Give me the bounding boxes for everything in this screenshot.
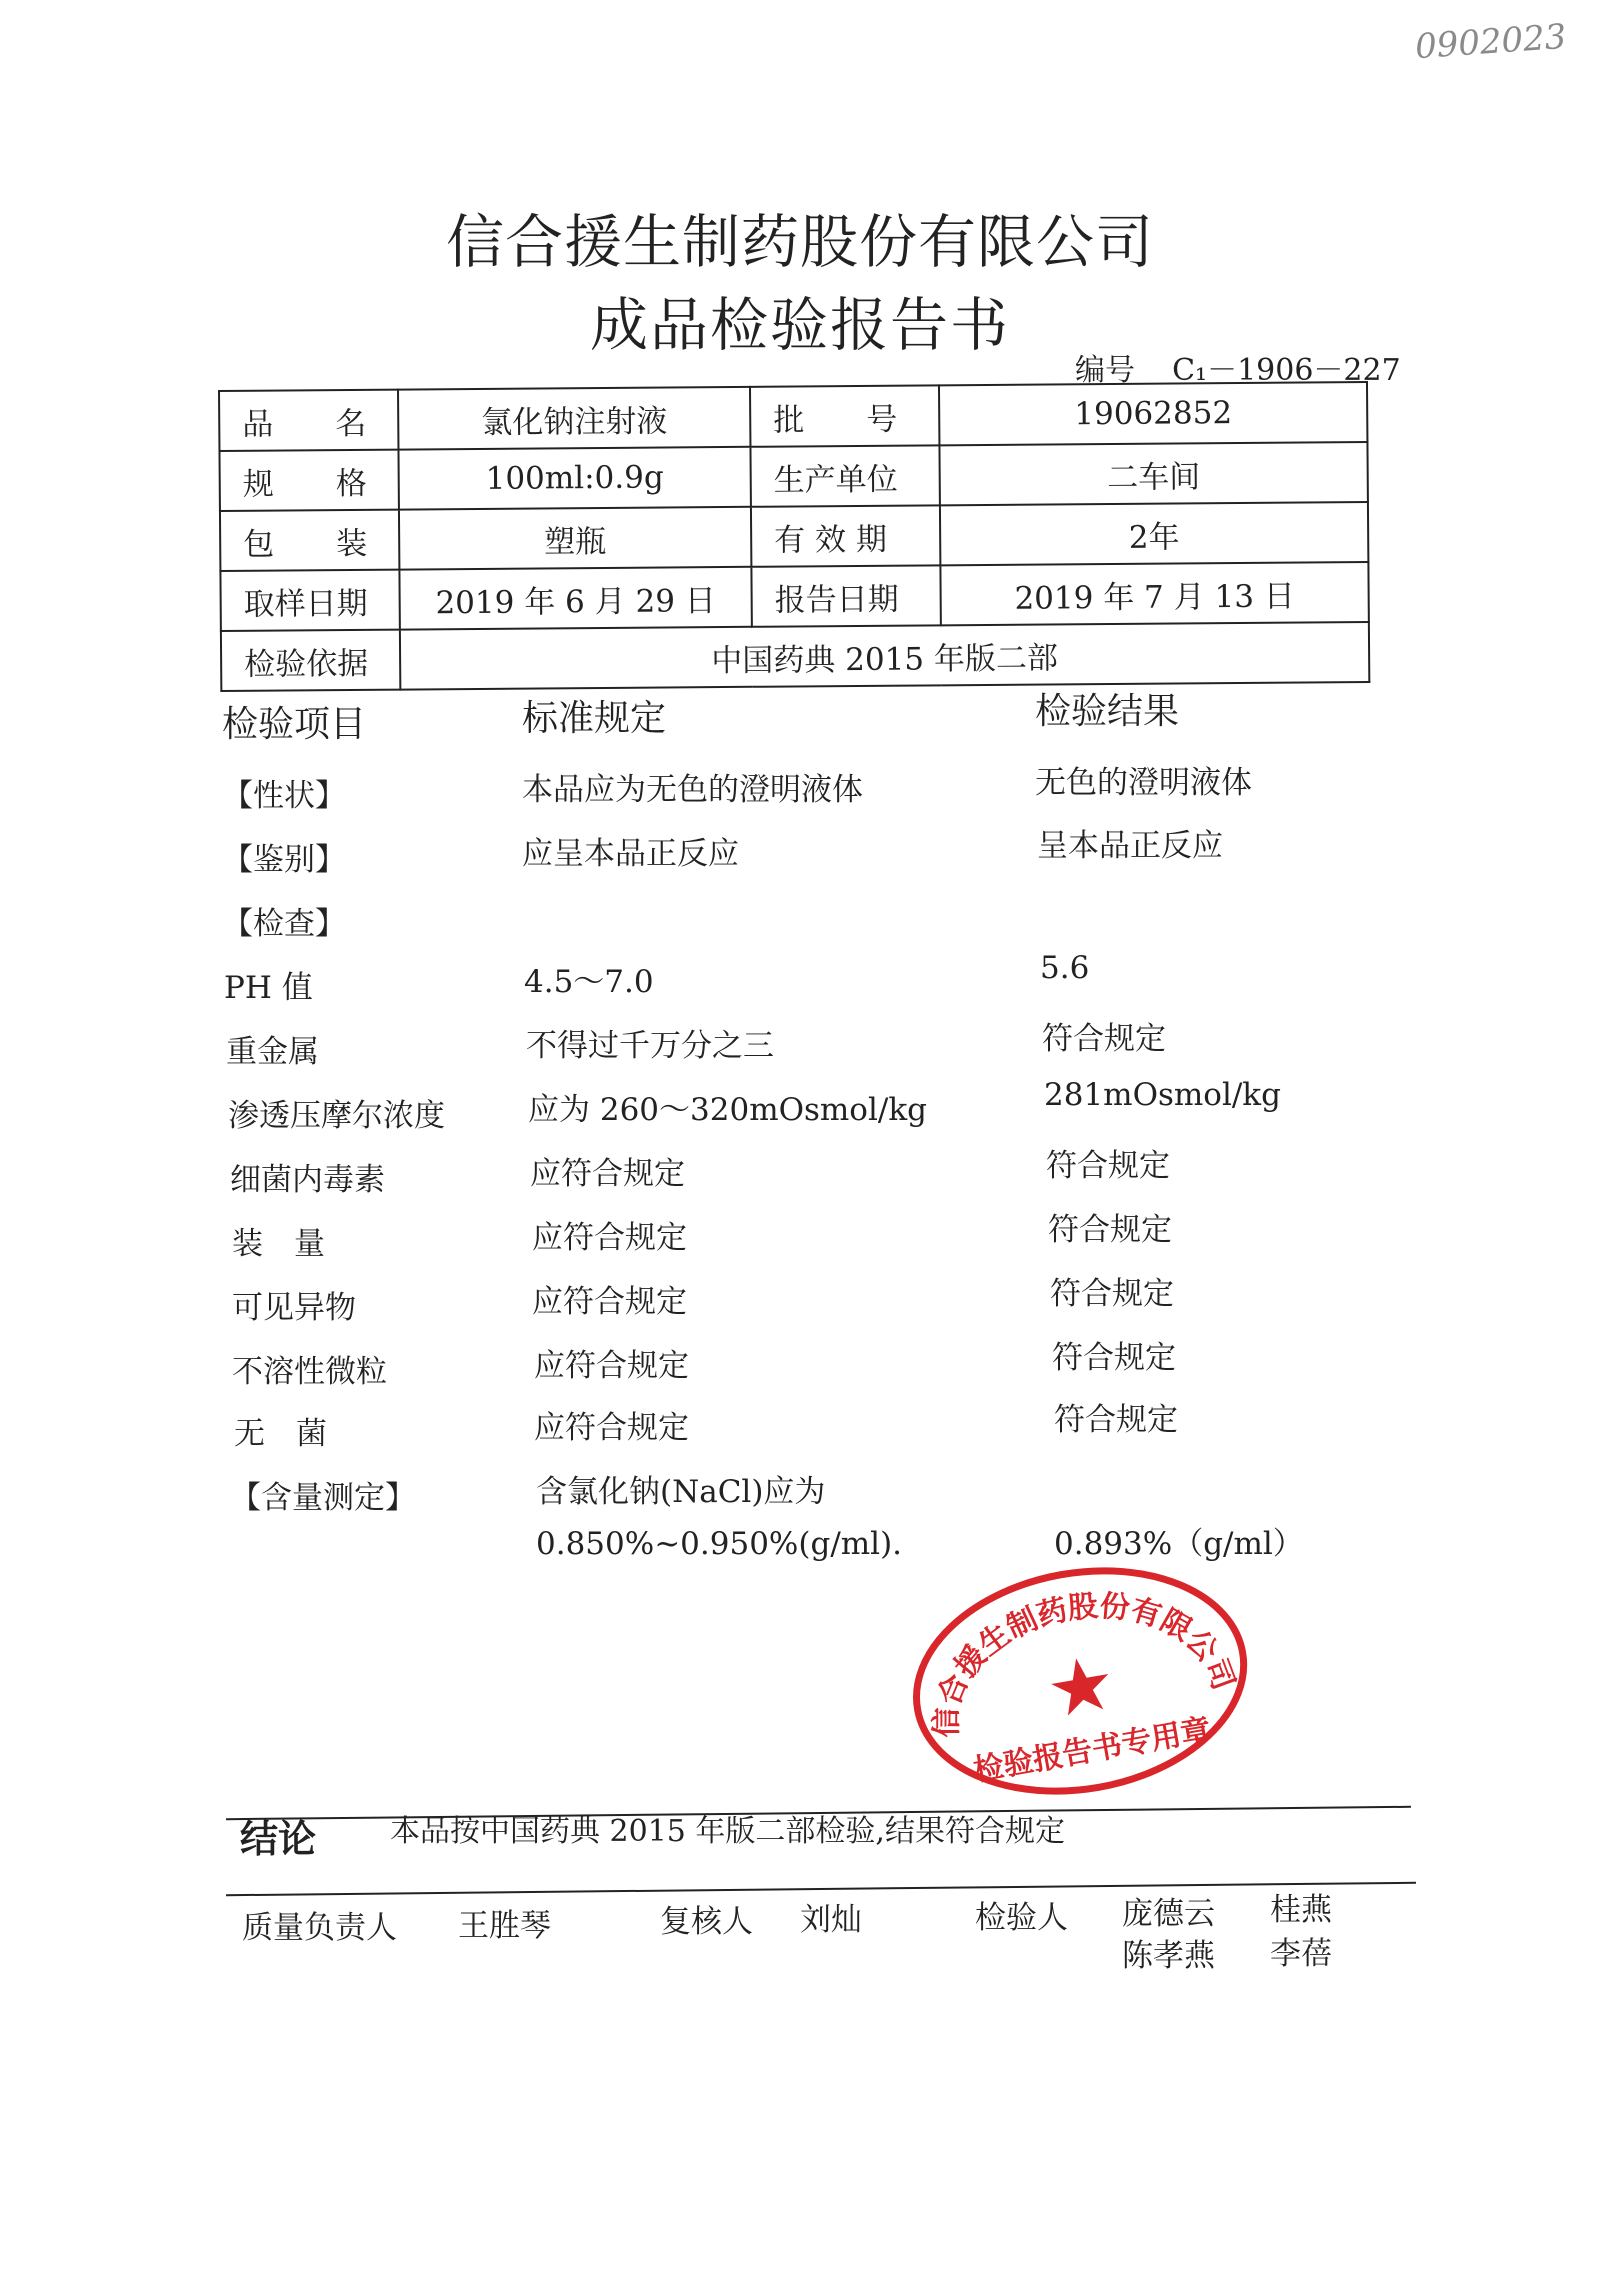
- column-header-item: 检验项目: [222, 704, 367, 745]
- row-standard: 本品应为无色的澄明液体: [522, 772, 863, 808]
- validity-period: 2年: [940, 502, 1368, 565]
- row-result: 符合规定: [1048, 1212, 1172, 1248]
- row-standard: 4.5～7.0: [524, 964, 654, 1000]
- inspection-basis: 中国药典 2015 年版二部: [400, 622, 1369, 690]
- seal-purpose-text: 检验报告书专用章: [971, 1712, 1214, 1789]
- unit-label: 生产单位: [750, 445, 939, 506]
- conclusion-text: 本品按中国药典 2015 年版二部检验,结果符合规定: [390, 1814, 1065, 1849]
- packaging: 塑瓶: [399, 507, 751, 570]
- product-info-table: [218, 381, 1370, 692]
- inspector-signature: 陈孝燕: [1122, 1938, 1215, 1974]
- sample-date-label: 取样日期: [220, 570, 399, 631]
- row-item: 【鉴别】: [222, 842, 346, 878]
- row-item: 【性状】: [222, 778, 346, 814]
- row-item: 渗透压摩尔浓度: [228, 1098, 445, 1134]
- row-standard: 应符合规定: [534, 1348, 689, 1384]
- row-item: PH 值: [224, 970, 313, 1006]
- info-row: [220, 502, 1368, 571]
- pack-label: 包 装: [220, 510, 399, 571]
- row-item: 不溶性微粒: [232, 1354, 387, 1390]
- batch-number: 19062852: [939, 382, 1367, 445]
- valid-label: 有 效 期: [751, 505, 940, 566]
- row-item: 【含量测定】: [230, 1480, 416, 1516]
- row-item: 【检查】: [222, 906, 346, 942]
- info-row: [219, 382, 1367, 451]
- row-result: 无色的澄明液体: [1035, 765, 1252, 801]
- row-standard: 应呈本品正反应: [522, 836, 739, 872]
- basis-label: 检验依据: [221, 630, 400, 691]
- document-number-value: C₁－1906－227: [1172, 353, 1401, 388]
- row-result: 5.6: [1040, 950, 1090, 986]
- info-row: [220, 562, 1368, 631]
- review-signature: 刘灿: [800, 1902, 862, 1938]
- row-result: 符合规定: [1046, 1148, 1170, 1184]
- company-name: 信合援生制药股份有限公司: [445, 208, 1154, 276]
- inspector-signature: 庞德云: [1122, 1896, 1215, 1932]
- row-standard: 含氯化钠(NaCl)应为: [536, 1474, 826, 1510]
- inspector-label: 检验人: [975, 1900, 1068, 1936]
- spec-label: 规 格: [219, 450, 398, 511]
- row-standard: 应符合规定: [534, 1410, 689, 1446]
- row-standard: 应符合规定: [532, 1284, 687, 1320]
- report-date: 2019 年 7 月 13 日: [940, 562, 1368, 625]
- row-item: 可见异物: [232, 1290, 356, 1326]
- inspector-signature: 李蓓: [1270, 1936, 1332, 1972]
- row-result: 0.893%（g/ml）: [1054, 1526, 1304, 1562]
- official-seal-graphic: [887, 1534, 1272, 1826]
- row-standard: 0.850%~0.950%(g/ml).: [536, 1526, 903, 1562]
- row-result: 符合规定: [1050, 1276, 1174, 1312]
- info-row: [219, 442, 1367, 511]
- row-result: 281mOsmol/kg: [1044, 1077, 1281, 1113]
- row-result: 符合规定: [1052, 1340, 1176, 1376]
- product-name: 氯化钠注射液: [398, 387, 750, 450]
- seal-star-icon: [1048, 1653, 1115, 1717]
- sample-date: 2019 年 6 月 29 日: [399, 567, 751, 630]
- row-result: 呈本品正反应: [1037, 828, 1223, 864]
- row-standard: 不得过千万分之三: [526, 1028, 774, 1064]
- inspector-signature: 桂燕: [1270, 1892, 1332, 1928]
- conclusion-label: 结论: [240, 1816, 317, 1861]
- info-row: [221, 622, 1369, 691]
- row-standard: 应为 260～320mOsmol/kg: [528, 1092, 927, 1128]
- column-header-result: 检验结果: [1035, 691, 1180, 732]
- column-header-standard: 标准规定: [522, 698, 667, 739]
- name-label: 品 名: [219, 390, 398, 451]
- spec-value: 100ml:0.9g: [398, 447, 750, 510]
- row-standard: 应符合规定: [532, 1220, 687, 1256]
- report-date-label: 报告日期: [751, 565, 940, 626]
- row-result: 符合规定: [1042, 1021, 1166, 1057]
- production-unit: 二车间: [939, 442, 1367, 505]
- row-item: 无 菌: [234, 1416, 327, 1452]
- document-number-label: 编号: [1075, 353, 1135, 388]
- batch-label: 批 号: [750, 385, 939, 446]
- review-label: 复核人: [660, 1904, 753, 1940]
- row-item: 细菌内毒素: [230, 1162, 385, 1198]
- row-item: 重金属: [226, 1034, 319, 1070]
- report-title: 成品检验报告书: [589, 291, 1010, 359]
- row-standard: 应符合规定: [530, 1156, 685, 1192]
- handwritten-document-id: 0902023: [1413, 16, 1568, 68]
- row-result: 符合规定: [1054, 1402, 1178, 1438]
- seal-company-text: 信合援生制药股份有限公司: [929, 1588, 1241, 1738]
- official-seal: [887, 1534, 1272, 1826]
- qa-signature: 王胜琴: [458, 1908, 551, 1944]
- qa-label: 质量负责人: [242, 1910, 397, 1946]
- row-item: 装 量: [232, 1226, 325, 1262]
